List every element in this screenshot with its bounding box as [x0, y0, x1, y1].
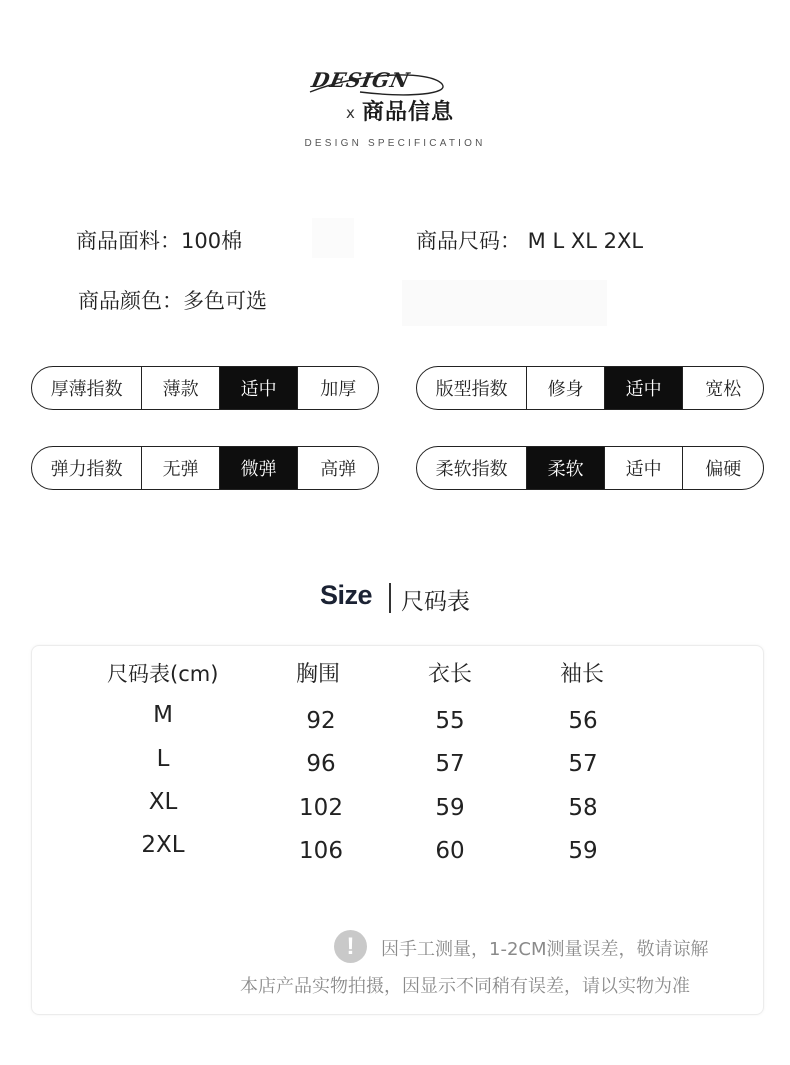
exclamation-icon: ! — [334, 930, 367, 963]
blurred-patch — [402, 280, 607, 326]
table-cell-sleeve: 56 — [568, 708, 598, 734]
table-cell-sleeve: 57 — [568, 751, 598, 777]
fabric-info: 商品面料：100棉 — [76, 229, 243, 253]
table-cell-chest: 92 — [306, 708, 336, 734]
blurred-patch — [312, 218, 354, 258]
thickness-index — [31, 366, 379, 410]
elasticity-index — [31, 446, 379, 490]
index-option-selected: 柔软 — [526, 447, 604, 489]
index-option: 偏硬 — [682, 447, 763, 489]
logo-x-mark: x — [346, 104, 355, 122]
table-cell-chest: 96 — [306, 751, 336, 777]
column-header-sleeve: 袖长 — [560, 662, 605, 687]
table-cell-length: 59 — [435, 795, 465, 821]
heading-divider — [389, 583, 391, 613]
table-cell-sleeve: 58 — [568, 795, 598, 821]
index-option: 修身 — [526, 367, 604, 409]
size-info: 商品尺码： M L XL 2XL — [416, 229, 644, 253]
table-cell-length: 60 — [435, 838, 465, 864]
index-option: 加厚 — [297, 367, 378, 409]
index-option: 无弹 — [141, 447, 219, 489]
table-cell-size: L — [156, 746, 170, 772]
index-option: 适中 — [604, 447, 683, 489]
index-label: 厚薄指数 — [50, 379, 123, 400]
table-cell-sleeve: 59 — [568, 838, 598, 864]
fit-index — [416, 366, 764, 410]
column-header-length: 衣长 — [428, 662, 473, 687]
note-photo: 本店产品实物拍摄，因显示不同稍有误差，请以实物为准 — [240, 976, 690, 997]
table-cell-length: 57 — [435, 751, 465, 777]
softness-index — [416, 446, 764, 490]
table-cell-size: XL — [148, 789, 178, 815]
index-label: 版型指数 — [435, 379, 508, 400]
table-cell-size: M — [153, 702, 173, 728]
index-option-selected: 微弹 — [219, 447, 298, 489]
index-label: 柔软指数 — [435, 459, 508, 480]
logo-script-text: DESIGN — [309, 68, 413, 92]
size-heading-en: Size — [320, 580, 373, 610]
column-header-size: 尺码表(cm) — [107, 662, 219, 686]
note-measurement: 因手工测量，1-2CM测量误差，敬请谅解 — [381, 939, 709, 960]
page-subtitle: DESIGN SPECIFICATION — [304, 138, 486, 149]
index-option-selected: 适中 — [219, 367, 298, 409]
table-cell-chest: 102 — [299, 795, 343, 821]
index-label: 弹力指数 — [50, 459, 123, 480]
table-cell-length: 55 — [435, 708, 465, 734]
brand-logo — [300, 62, 500, 132]
table-cell-size: 2XL — [141, 832, 185, 858]
size-heading-cn: 尺码表 — [401, 589, 470, 615]
page-title: 商品信息 — [362, 100, 455, 125]
color-info: 商品颜色：多色可选 — [78, 289, 267, 313]
table-cell-chest: 106 — [299, 838, 343, 864]
index-option: 薄款 — [141, 367, 219, 409]
column-header-chest: 胸围 — [296, 662, 341, 687]
index-option: 宽松 — [682, 367, 763, 409]
index-option: 高弹 — [297, 447, 378, 489]
index-option-selected: 适中 — [604, 367, 683, 409]
